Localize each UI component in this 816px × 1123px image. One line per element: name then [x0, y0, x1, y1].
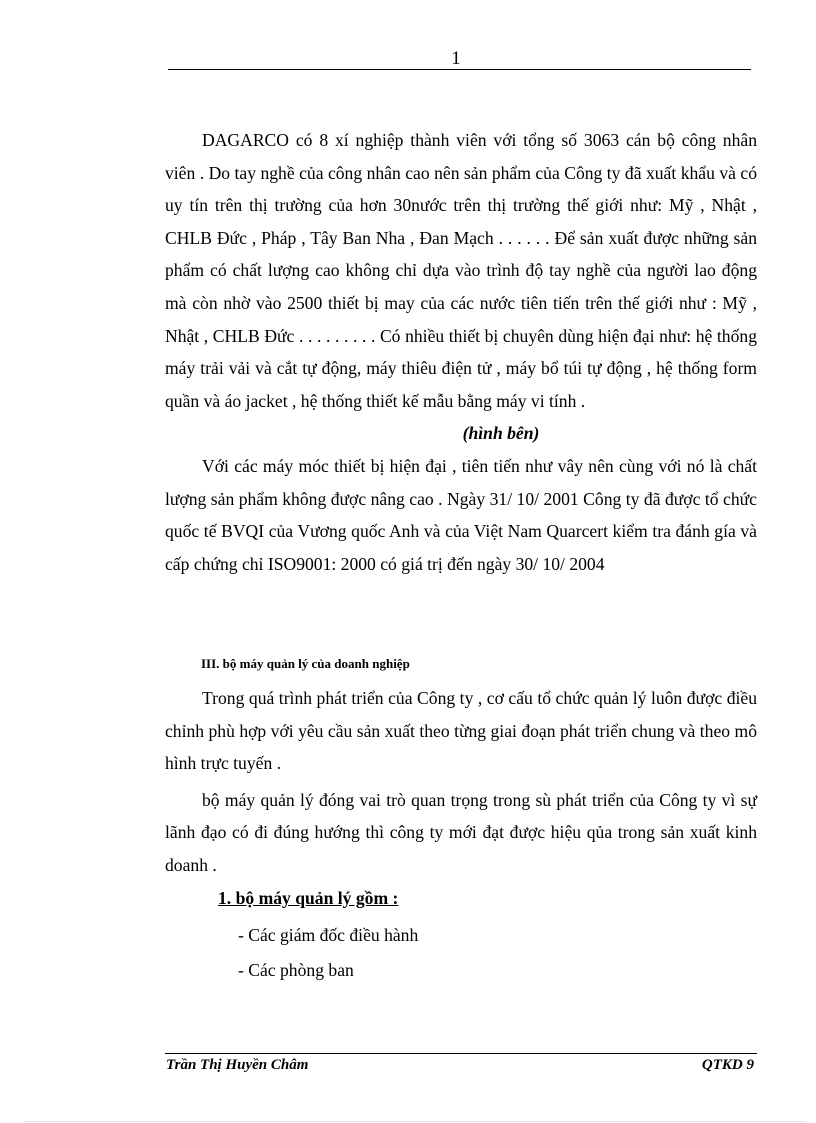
footer-class-code: QTKD 9: [701, 1057, 754, 1073]
paragraph-1: DAGARCO có 8 xí nghiệp thành viên với tổng số 3063 cán bộ công nhân viên . Do tay nghề của công nhân cao nên sản phẩm của Công ty đã xuất khẩu và có uy tín trên thị trường của hơn 30nước trên thị trường thế giới như: Mỹ , Nhật , CHLB Đức , Pháp , Tây Ban Nha , Đan Mạch . . . . . . Để sản xuất được những sản phẩm có chất lượng cao không chỉ dựa vào trình độ tay nghề của người lao động mà còn nhờ vào 2500 thiết bị may của các nước tiên tiến trên thế giới như : Mỹ , Nhật , CHLB Đức . . . . . . . . . Có nhiều thiết bị chuyên dùng hiện đại như: hệ thống máy trải vải và cắt tự động, máy thiêu điện tử , máy bổ túi tự động , hệ thống form quần và áo jacket , hệ thống thiết kế mẫu bằng máy vi tính .: [165, 130, 757, 411]
list-item: - Các phòng ban: [238, 960, 354, 980]
paragraph-3: Trong quá trình phát triển của Công ty , cơ cấu tổ chức quản lý luôn được điều chỉnh phù hợp với yêu cầu sản xuất theo từng giai đoạn phát triển chung và theo mô hình trực tuyến .: [165, 688, 757, 774]
list-item: - Các giám đốc điều hành: [238, 925, 419, 945]
paragraph-2: Với các máy móc thiết bị hiện đại , tiên tiến như vây nên cùng với nó là chất lượng sản phẩm không được nâng cao . Ngày 31/ 10/ 2001 Công ty đã được tổ chức quốc tế BVQI của Vương quốc Anh và của Việt Nam Quarcert kiểm tra đánh gía và cấp chứng chỉ ISO9001: 2000 có giá trị đến ngày 30/ 10/ 2004: [165, 455, 757, 574]
page-edge: [25, 1121, 805, 1122]
body-upper: [165, 124, 757, 580]
section-heading: III. bộ máy quản lý của doanh nghiệp: [201, 656, 410, 671]
page-number: 1: [451, 48, 461, 69]
footer-rule: [165, 1053, 757, 1054]
header-rule: [168, 69, 751, 70]
sub-heading: 1. bộ máy quản lý gồm :: [218, 888, 399, 908]
body-lower: [165, 682, 757, 882]
footer-author: Trần Thị Huyền Châm: [166, 1057, 309, 1073]
paragraph-4: bộ máy quản lý đóng vai trò quan trọng trong sù phát triển của Công ty vì sự lãnh đạo có đi đúng hướng thì công ty mới đạt được hiệu qủa trong sản xuất kinh doanh .: [165, 789, 757, 875]
figure-caption: (hình bên): [462, 423, 540, 444]
